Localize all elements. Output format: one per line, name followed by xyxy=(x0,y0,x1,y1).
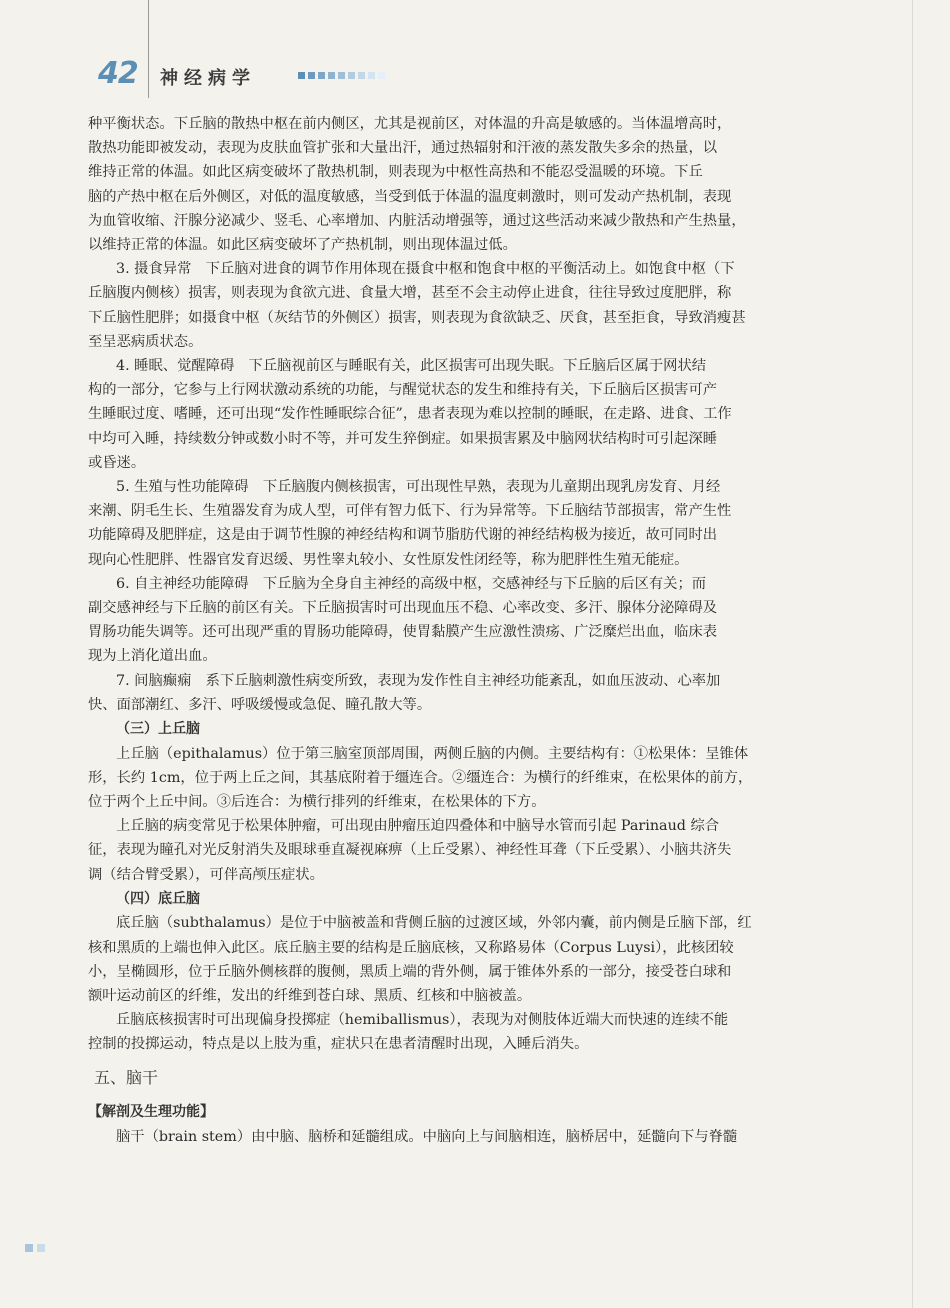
decorative-square-icon xyxy=(37,1244,45,1252)
paragraph-thermoregulation xyxy=(88,112,846,257)
text-line: 构的一部分，它参与上行网状激动系统的功能，与醒觉状态的发生和维持有关，下丘脑后区损害可产 xyxy=(88,382,718,399)
text-line: 功能障碍及肥胖症，这是由于调节性腺的神经结构和调节脂肪代谢的神经结构极为接近，故可同时出 xyxy=(88,527,718,544)
page-number: 42 xyxy=(98,56,138,91)
text-line: 核和黑质的上端也伸入此区。底丘脑主要的结构是丘脑底核，又称路易体（Corpus Luysi），此核团较 xyxy=(88,939,734,956)
text-line: 调（结合臂受累），可伴高颅压症状。 xyxy=(88,866,324,883)
decorative-square-icon xyxy=(358,72,365,79)
text-line: 底丘脑（subthalamus）是位于中脑被盖和背侧丘脑的过渡区域，外邻内囊，前内侧是丘脑下部，红 xyxy=(116,915,752,932)
text-line: 7. 间脑癫痫 系下丘脑刺激性病变所致，表现为发作性自主神经功能紊乱，如血压波动、心率加 xyxy=(116,672,721,689)
text-line: 维持正常的体温。如此区病变破坏了散热机制，则表现为中枢性高热和不能忍受温暖的环境。下丘 xyxy=(88,164,703,181)
paragraph-subthalamus-lesion xyxy=(88,1008,846,1056)
decorative-square-icon xyxy=(338,72,345,79)
text-line: 6. 自主神经功能障碍 下丘脑为全身自主神经的高级中枢，交感神经与下丘脑的后区有关；而 xyxy=(116,575,707,592)
book-title: 神经病学 xyxy=(160,68,256,89)
footer-dot-strip xyxy=(25,1244,45,1252)
paragraph-autonomic-disorder xyxy=(88,572,846,669)
text-line: 为血管收缩、汗腺分泌减少、竖毛、心率增加、内脏活动增强等，通过这些活动来减少散热和产生热量， xyxy=(88,212,746,229)
text-line: 脑干（brain stem）由中脑、脑桥和延髓组成。中脑向上与间脑相连，脑桥居中，延髓向下与脊髓 xyxy=(116,1128,738,1145)
decorative-square-icon xyxy=(348,72,355,79)
text-line: 位于两个上丘中间。③后连合：为横行排列的纤维束，在松果体的下方。 xyxy=(88,793,546,810)
decorative-square-icon xyxy=(25,1244,33,1252)
header-dot-strip xyxy=(298,72,385,79)
text-line: 上丘脑的病变常见于松果体肿瘤，可出现由肿瘤压迫四叠体和中脑导水管而引起 Parinaud 综合 xyxy=(116,818,720,835)
heading-brainstem: 五、脑干 xyxy=(94,1067,159,1087)
text-line: 现为上消化道出血。 xyxy=(88,648,217,665)
decorative-square-icon xyxy=(308,72,315,79)
text-line: 5. 生殖与性功能障碍 下丘脑腹内侧核损害，可出现性早熟，表现为儿童期出现乳房发育、月经 xyxy=(116,479,721,496)
text-line: 中均可入睡，持续数分钟或数小时不等，并可发生猝倒症。如果损害累及中脑网状结构时可引起深睡 xyxy=(88,430,718,447)
text-line: 形，长约 1cm，位于两上丘之间，其基底附着于缰连合。②缰连合：为横行的纤维束，在松果体的前方， xyxy=(88,769,753,786)
decorative-square-icon xyxy=(318,72,325,79)
paragraph-brainstem-intro xyxy=(88,1125,846,1149)
paragraph-sleep-disorder xyxy=(88,354,846,475)
heading-epithalamus: （三）上丘脑 xyxy=(116,721,200,738)
text-line: 丘脑腹内侧核）损害，则表现为食欲亢进、食量大增，甚至不会主动停止进食，往往导致过度肥胖，称 xyxy=(88,285,732,302)
text-line: 或昏迷。 xyxy=(88,454,146,471)
text-line: 丘脑底核损害时可出现偏身投掷症（hemiballismus），表现为对侧肢体近端大而快速的连续不能 xyxy=(116,1012,729,1029)
heading-subthalamus: （四）底丘脑 xyxy=(116,890,200,907)
text-line: 下丘脑性肥胖；如摄食中枢（灰结节的外侧区）损害，则表现为食欲缺乏、厌食，甚至拒食，导致消瘦甚 xyxy=(88,309,746,326)
decorative-square-icon xyxy=(298,72,305,79)
text-line: 种平衡状态。下丘脑的散热中枢在前内侧区，尤其是视前区，对体温的升高是敏感的。当体温增高时， xyxy=(88,116,732,132)
paragraph-diencephalic-epilepsy xyxy=(88,669,846,717)
decorative-square-icon xyxy=(328,72,335,79)
page-edge-line xyxy=(912,0,913,1308)
paragraph-reproductive-disorder xyxy=(88,475,846,572)
paragraph-subthalamus-structure xyxy=(88,911,846,1008)
text-line: 来潮、阴毛生长、生殖器发育为成人型，可伴有智力低下、行为异常等。下丘脑结节部损害，常产生性 xyxy=(88,503,732,520)
text-line: 现向心性肥胖、性器官发育迟缓、男性睾丸较小、女性原发性闭经等，称为肥胖性生殖无能症。 xyxy=(88,551,689,568)
text-line: 以维持正常的体温。如此区病变破坏了产热机制，则出现体温过低。 xyxy=(88,237,517,254)
text-line: 快、面部潮红、多汗、呼吸缓慢或急促、瞳孔散大等。 xyxy=(88,696,432,713)
text-line: 至呈恶病质状态。 xyxy=(88,333,203,350)
text-line: 控制的投掷运动，特点是以上肢为重，症状只在患者清醒时出现，入睡后消失。 xyxy=(88,1036,589,1053)
heading-anatomy-physiology: 【解剖及生理功能】 xyxy=(88,1103,214,1120)
decorative-square-icon xyxy=(368,72,375,79)
text-line: 生睡眠过度、嗜睡，还可出现“发作性睡眠综合征”，患者表现为难以控制的睡眠，在走路、进食、工作 xyxy=(88,406,732,423)
text-line: 4. 睡眠、觉醒障碍 下丘脑视前区与睡眠有关，此区损害可出现失眠。下丘脑后区属于网状结 xyxy=(116,358,707,375)
paragraph-feeding-disorder xyxy=(88,257,846,354)
text-line: 小，呈椭圆形，位于丘脑外侧核群的腹侧，黑质上端的背外侧，属于锥体外系的一部分，接受苍白球和 xyxy=(88,963,732,980)
text-line: 3. 摄食异常 下丘脑对进食的调节作用体现在摄食中枢和饱食中枢的平衡活动上。如饱食中枢（下 xyxy=(116,261,735,278)
text-line: 散热功能即被发动，表现为皮肤血管扩张和大量出汗，通过热辐射和汗液的蒸发散失多余的热量，以 xyxy=(88,140,718,157)
paragraph-epithalamus-structure xyxy=(88,742,846,815)
text-line: 胃肠功能失调等。还可出现严重的胃肠功能障碍，使胃黏膜产生应激性溃疡、广泛糜烂出血，临床表 xyxy=(88,624,718,641)
text-line: 脑的产热中枢在后外侧区，对低的温度敏感，当受到低于体温的温度刺激时，则可发动产热机制，表现 xyxy=(88,188,732,205)
text-line: 额叶运动前区的纤维，发出的纤维到苍白球、黑质、红核和中脑被盖。 xyxy=(88,987,532,1004)
text-line: 上丘脑（epithalamus）位于第三脑室顶部周围，两侧丘脑的内侧。主要结构有：①松果体：呈锥体 xyxy=(116,745,749,762)
text-line: 征，表现为瞳孔对光反射消失及眼球垂直凝视麻痹（上丘受累）、神经性耳聋（下丘受累）、小脑共济失 xyxy=(88,842,732,859)
header-divider-line xyxy=(148,0,149,98)
text-line: 副交感神经与下丘脑的前区有关。下丘脑损害时可出现血压不稳、心率改变、多汗、腺体分泌障碍及 xyxy=(88,600,718,617)
page-content xyxy=(88,112,846,1149)
paragraph-epithalamus-lesion xyxy=(88,814,846,887)
decorative-square-icon xyxy=(378,72,385,79)
